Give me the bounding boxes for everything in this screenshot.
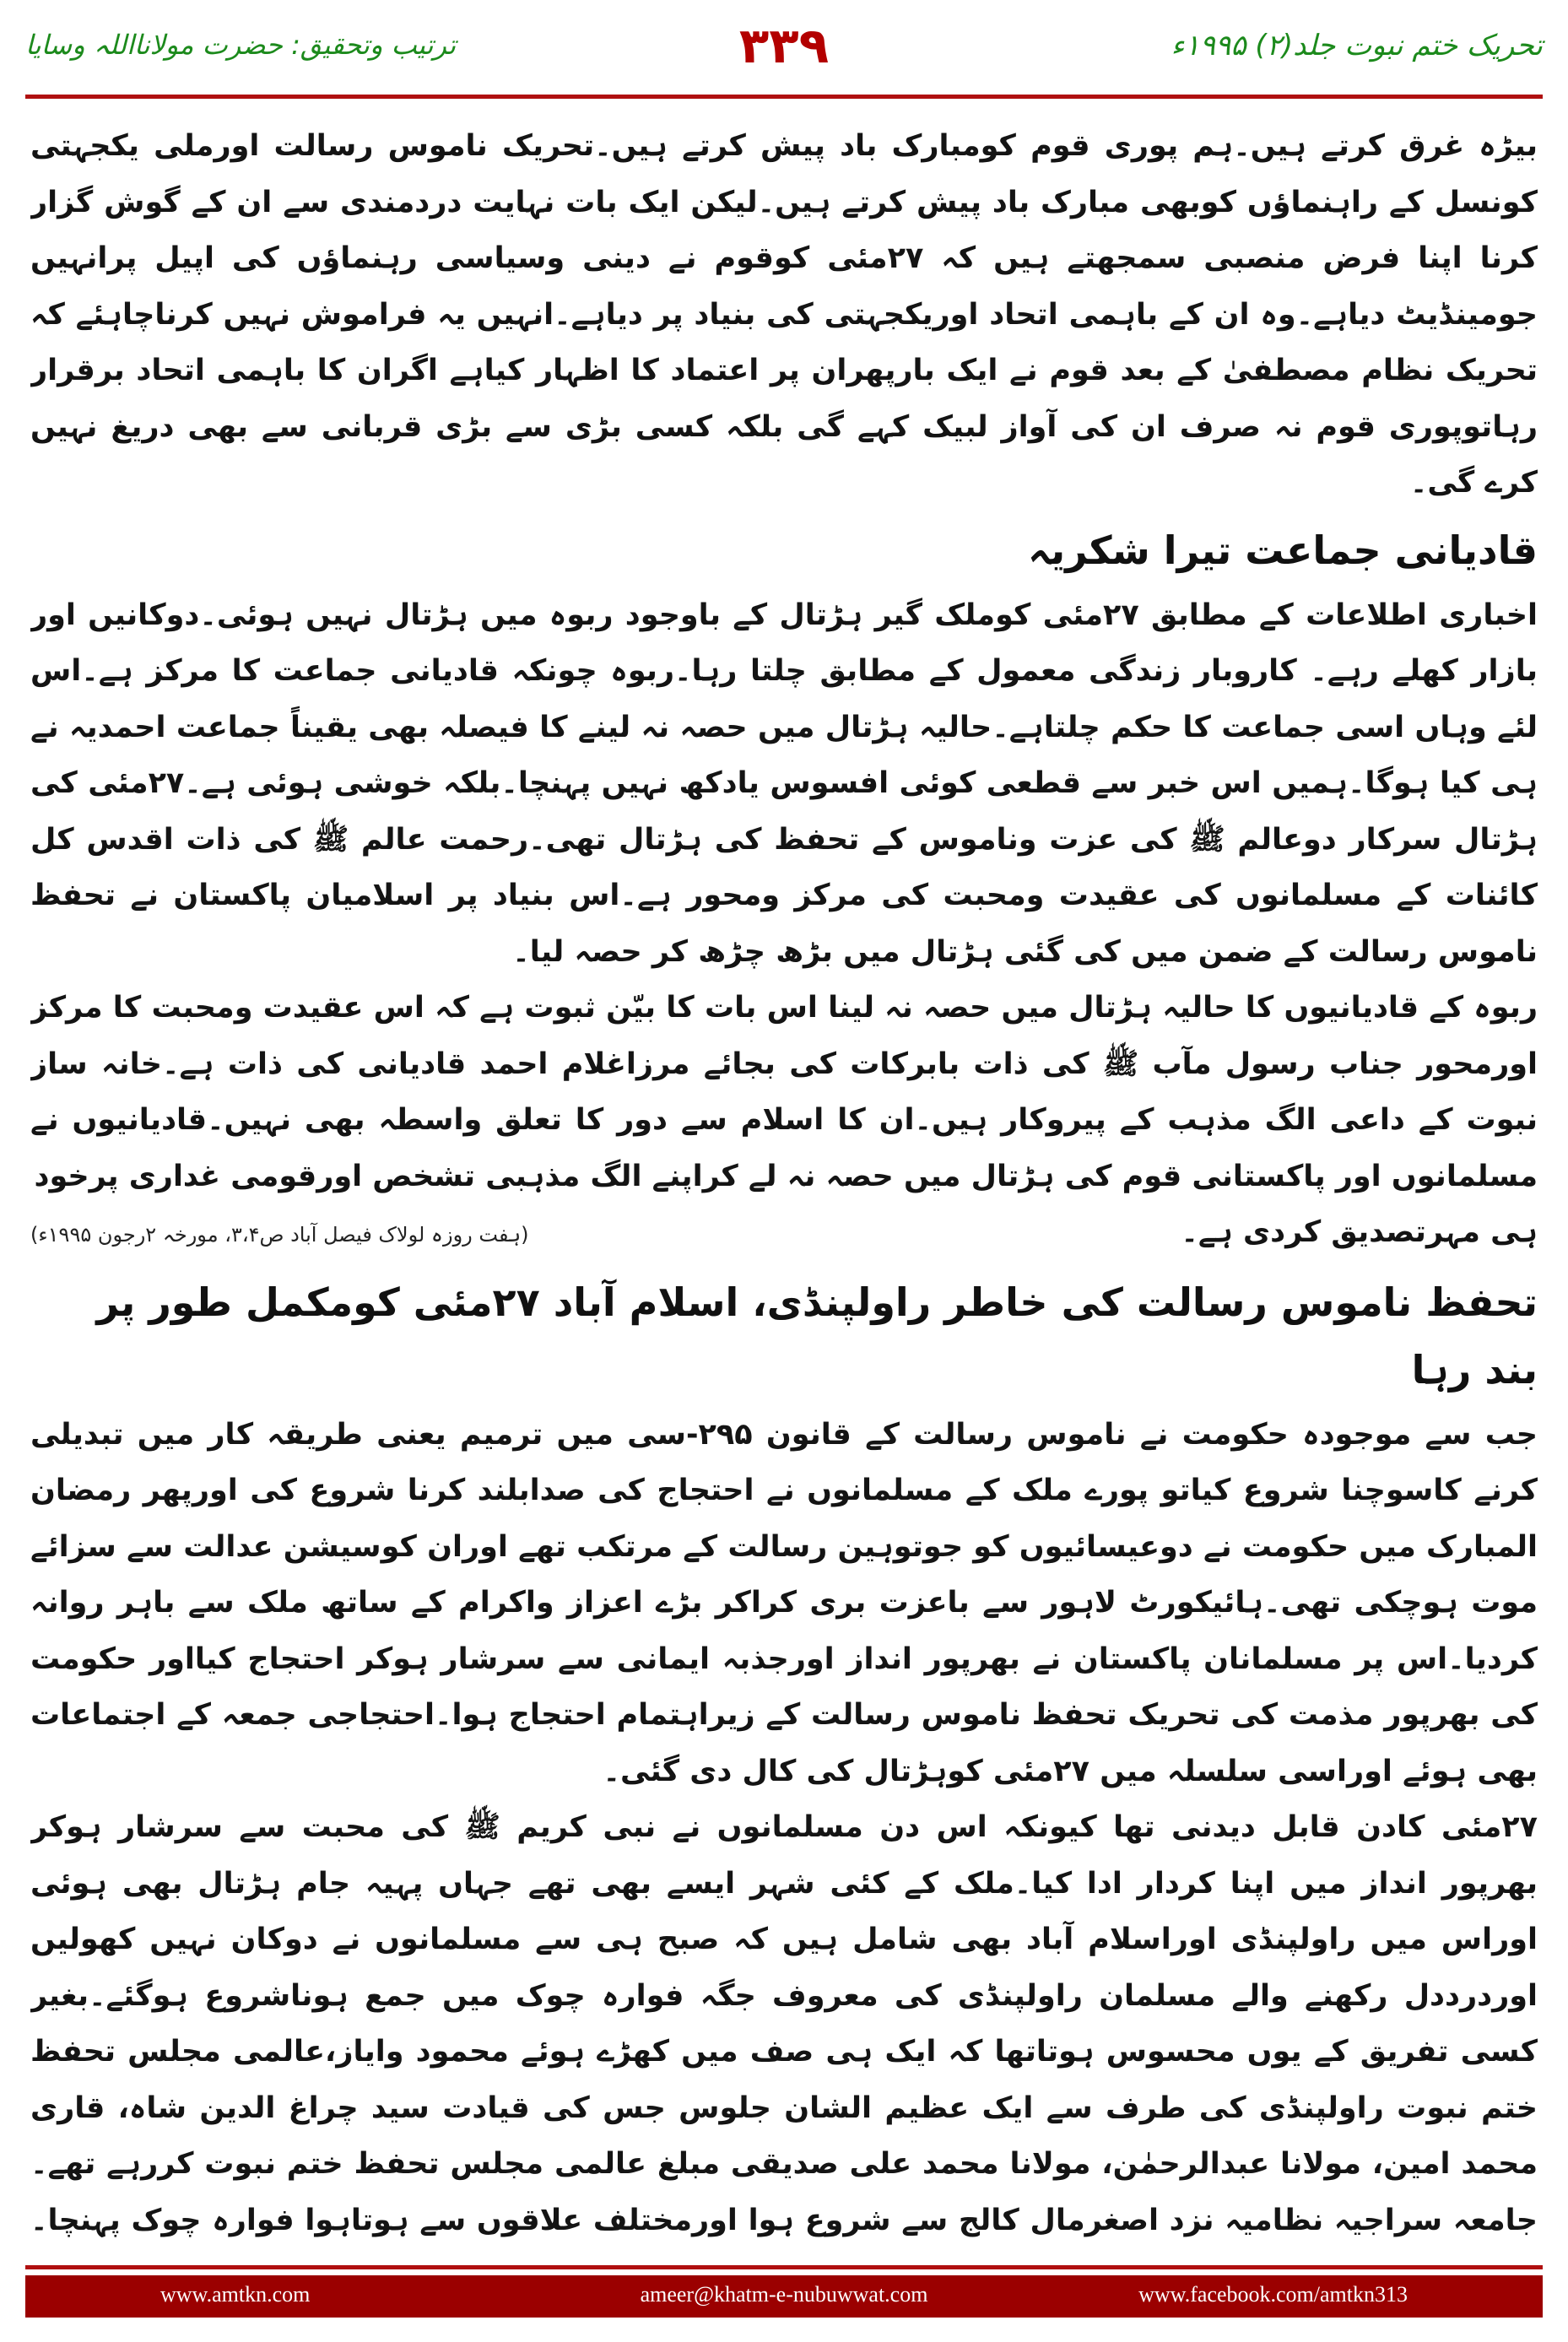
page-footer [25,2275,1543,2318]
paragraph: جب سے موجودہ حکومت نے ناموس رسالت کے قانون ۲۹۵-سی میں ترمیم یعنی طریقہ کار میں تبدیلی کرنے کاسوچنا شروع کیاتو پورے ملک کے مسلمانوں نے احتجاج کی صدابلند کرنا شروع کی اورپھر رمضان المبارک میں حکومت نے دوعیسائیوں کو جوتوہین رسالت کے مرتکب تھے اوران کوسیشن عدالت سے سزائے موت ہوچکی تھی۔ہائیکورٹ لاہور سے باعزت بری کراکر بڑے اعزاز واکرام کے ساتھ ملک سے باہر روانہ کردیا۔اس پر مسلمانان پاکستان نے بھرپور انداز اورجذبہ ایمانی سے سرشار ہوکر احتجاج کیااور حکومت کی بھرپور مذمت کی تحریک تحفظ ناموس رسالت کے زیراہتمام احتجاج ہوا۔احتجاجی جمعہ کے اجتماعات بھی ہوئے اوراسی سلسلہ میں ۲۷مئی کوہڑتال کی کال دی گئی۔ [30,1417,1538,1788]
paragraph-last-line: ہی مہرتصدیق کردی ہے۔ [1181,1215,1538,1249]
paragraph: ۲۷مئی کادن قابل دیدنی تھا کیونکہ اس دن مسلمانوں نے نبی کریم ﷺ کی محبت سے سرشار ہوکر بھرپور انداز میں اپنا کردار ادا کیا۔ملک کے کئی شہر ایسے بھی تھے جہاں پہیہ جام ہڑتال بھی ہوئی اوراس میں راولپنڈی اوراسلام آباد بھی شامل ہیں کہ صبح ہی سے مسلمانوں نے دوکان نہیں کھولیں اوردرددل رکھنے والے مسلمان راولپنڈی کی معروف جگہ فوارہ چوک میں جمع ہوناشروع ہوگئے۔بغیر کسی تفریق کے یوں محسوس ہوتاتھا کہ ایک ہی صف میں کھڑے ہوئے محمود وایاز،عالمی مجلس تحفظ ختم نبوت راولپنڈی کی طرف سے ایک عظیم الشان جلوس جس کی قیادت سید چراغ الدین شاہ، قاری محمد امین، مولانا عبدالرحمٰن، مولانا محمد علی صدیقی مبلغ عالمی مجلس تحفظ ختم نبوت کررہے تھے۔جامعہ سراجیہ نظامیہ نزد اصغرمال کالج سے شروع ہوا اورمختلف علاقوں سے ہوتاہوا فوارہ چوک پہنچا۔ [30,1810,1538,2237]
page-body [30,118,1538,2253]
book-title: تحریک ختم نبوت جلد(۲) ۱۹۹۵ء [1171,29,1543,62]
citation: (ہفت روزہ لولاک فیصل آباد ص۳،۴، مورخہ ۲رجون ۱۹۹۵ء) [30,1223,529,1247]
paragraph: اخباری اطلاعات کے مطابق ۲۷مئی کوملک گیر ہڑتال کے باوجود ربوہ میں ہڑتال نہیں ہوئی۔دوکانیں اور بازار کھلے رہے۔ کاروبار زندگی معمول کے مطابق چلتا رہا۔ربوہ چونکہ قادیانی جماعت کا مرکز ہے۔اس لئے وہاں اسی جماعت کا حکم چلتاہے۔حالیہ ہڑتال میں حصہ نہ لینے کا فیصلہ بھی یقیناً جماعت احمدیہ نے ہی کیا ہوگا۔ہمیں اس خبر سے قطعی کوئی افسوس یادکھ نہیں پہنچا۔بلکہ خوشی ہوئی ہے۔۲۷مئی کی ہڑتال سرکار دوعالم ﷺ کی عزت وناموس کے تحفظ کی ہڑتال تھی۔رحمت عالم ﷺ کی ذات اقدس کل کائنات کے مسلمانوں کی عقیدت ومحبت کی مرکز ومحور ہے۔اس بنیاد پر اسلامیان پاکستان نے تحفظ ناموس رسالت کے ضمن میں کی گئی ہڑتال میں بڑھ چڑھ کر حصہ لیا۔ [30,598,1538,969]
page-header [25,17,1543,84]
paragraph: ربوہ کے قادیانیوں کا حالیہ ہڑتال میں حصہ نہ لینا اس بات کا بیّن ثبوت ہے کہ اس عقیدت ومحبت کا مرکز اورمحور جناب رسول مآب ﷺ کی ذات بابرکات کی بجائے مرزاغلام احمد قادیانی کی ذات ہے۔خانہ ساز نبوت کے داعی الگ مذہب کے پیروکار ہیں۔ان کا اسلام سے دور کا تعلق واسطہ بھی نہیں۔قادیانیوں نے مسلمانوں اور پاکستانی قوم کی ہڑتال میں حصہ نہ لے کراپنے الگ مذہبی تشخص اورقومی غداری پرخود [30,991,1538,1193]
website-link[interactable]: www.amtkn.com [160,2282,311,2307]
page-number: ۳۳۹ [738,17,830,74]
footer-rule [25,2265,1543,2269]
section-heading: تحفظ ناموس رسالت کی خاطر راولپنڈی، اسلام آباد ۲۷مئی کومکمل طور پر بند رہا [96,1279,1538,1393]
paragraph-end-with-citation [30,1204,1538,1263]
paragraph: بیڑہ غرق کرتے ہیں۔ہم پوری قوم کومبارک باد پیش کرتے ہیں۔تحریک ناموس رسالت اورملی یکجہتی کونسل کے راہنماؤں کوبھی مبارک باد پیش کرتے ہیں۔لیکن ایک بات نہایت دردمندی سے ان کے گوش گزار کرنا اپنا فرض منصبی سمجھتے ہیں کہ ۲۷مئی کوقوم نے دینی وسیاسی رہنماؤں کی اپیل پرانہیں جومینڈیٹ دیاہے۔وہ ان کے باہمی اتحاد اوریکجہتی کی بنیاد پر دیاہے۔انہیں یہ فراموش نہیں کرناچاہئے کہ تحریک نظام مصطفیٰ کے بعد قوم نے ایک بارپھران پر اعتماد کا اظہار کیاہے اگران کا باہمی اتحاد برقرار رہاتوپوری قوم نہ صرف ان کی آواز لبیک کہے گی بلکہ کسی بڑی سے بڑی قربانی سے بھی دریغ نہیں کرے گی۔ [30,129,1538,500]
email-link[interactable]: ameer@khatm-e-nubuwwat.com [640,2282,928,2307]
header-rule [25,95,1543,99]
section-heading: قادیانی جماعت تیرا شکریہ [1027,527,1538,573]
facebook-link[interactable]: www.facebook.com/amtkn313 [1138,2282,1408,2307]
compiler-credit: ترتیب وتحقیق: حضرت مولانااللہ وسایا [25,29,457,61]
